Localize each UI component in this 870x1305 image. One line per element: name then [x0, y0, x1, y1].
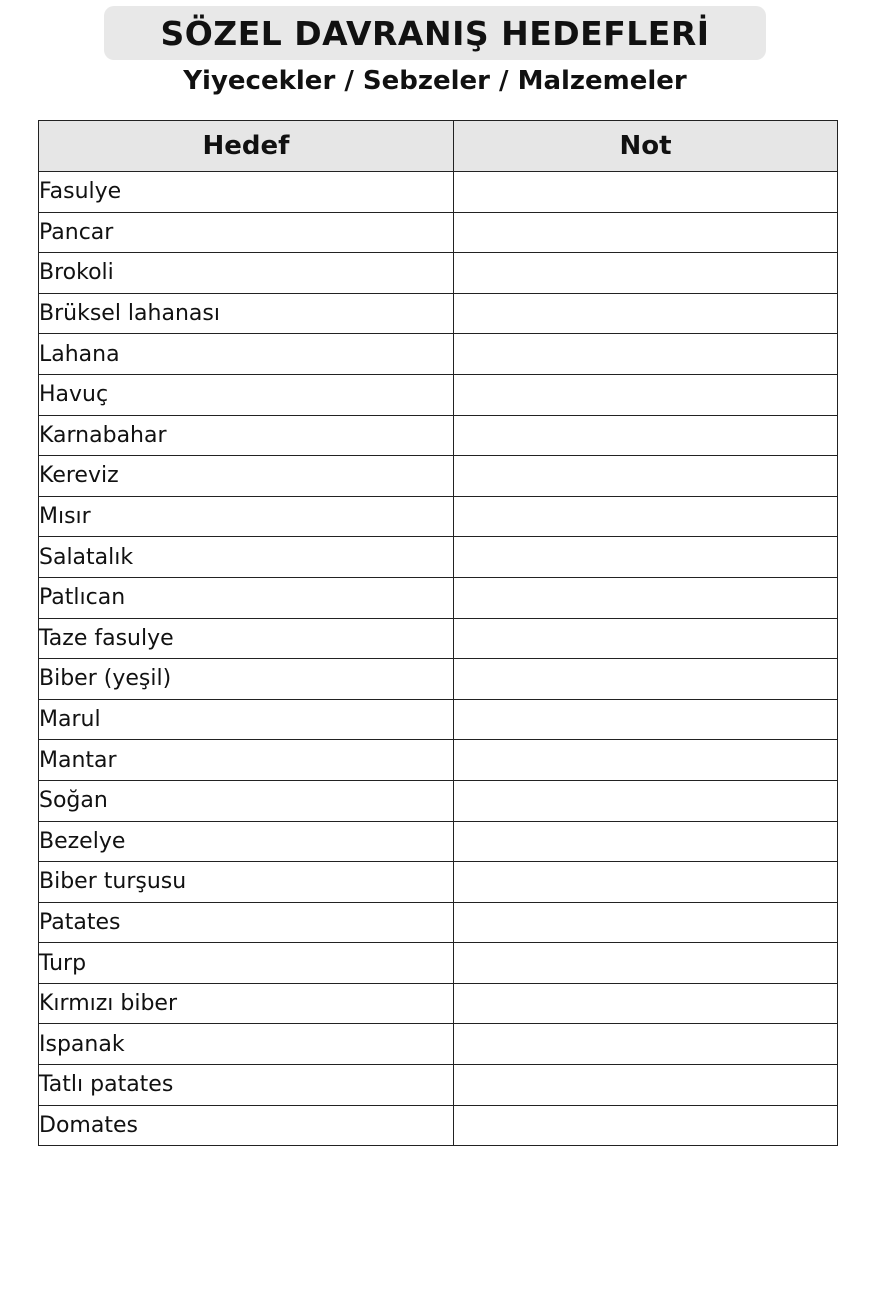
note-cell[interactable] — [454, 212, 838, 253]
table-row — [39, 456, 838, 497]
note-cell[interactable] — [454, 334, 838, 375]
target-cell: Patlıcan — [39, 577, 454, 618]
table-row — [39, 577, 838, 618]
target-cell: Lahana — [39, 334, 454, 375]
target-cell: Karnabahar — [39, 415, 454, 456]
note-cell[interactable] — [454, 983, 838, 1024]
note-cell[interactable] — [454, 577, 838, 618]
table-row — [39, 699, 838, 740]
target-cell: Mısır — [39, 496, 454, 537]
target-cell: Salatalık — [39, 537, 454, 578]
note-cell[interactable] — [454, 780, 838, 821]
target-cell: Brüksel lahanası — [39, 293, 454, 334]
table-body — [39, 172, 838, 1146]
note-cell[interactable] — [454, 862, 838, 903]
note-cell[interactable] — [454, 1024, 838, 1065]
table-row — [39, 293, 838, 334]
target-cell: Biber turşusu — [39, 862, 454, 903]
note-cell[interactable] — [454, 1105, 838, 1146]
title-banner — [104, 6, 766, 60]
table-row — [39, 496, 838, 537]
note-cell[interactable] — [454, 293, 838, 334]
table-row — [39, 862, 838, 903]
target-cell: Mantar — [39, 740, 454, 781]
table-row — [39, 740, 838, 781]
table-row — [39, 618, 838, 659]
target-cell: Domates — [39, 1105, 454, 1146]
table-row — [39, 374, 838, 415]
note-cell[interactable] — [454, 172, 838, 213]
note-cell[interactable] — [454, 659, 838, 700]
page-subtitle: Yiyecekler / Sebzeler / Malzemeler — [183, 66, 687, 96]
note-cell[interactable] — [454, 253, 838, 294]
table-row — [39, 172, 838, 213]
table-row — [39, 943, 838, 984]
note-cell[interactable] — [454, 618, 838, 659]
target-cell: Turp — [39, 943, 454, 984]
table-row — [39, 253, 838, 294]
target-cell: Biber (yeşil) — [39, 659, 454, 700]
note-cell[interactable] — [454, 821, 838, 862]
table-row — [39, 780, 838, 821]
note-cell[interactable] — [454, 456, 838, 497]
page-title: SÖZEL DAVRANIŞ HEDEFLERİ — [160, 13, 710, 53]
note-cell[interactable] — [454, 943, 838, 984]
table-row — [39, 334, 838, 375]
table-row — [39, 659, 838, 700]
column-header-target: Hedef — [39, 121, 454, 172]
table-row — [39, 983, 838, 1024]
target-cell: Kereviz — [39, 456, 454, 497]
target-cell: Havuç — [39, 374, 454, 415]
target-cell: Pancar — [39, 212, 454, 253]
target-cell: Brokoli — [39, 253, 454, 294]
note-cell[interactable] — [454, 902, 838, 943]
table-row — [39, 821, 838, 862]
target-cell: Taze fasulye — [39, 618, 454, 659]
target-cell: Ispanak — [39, 1024, 454, 1065]
target-cell: Patates — [39, 902, 454, 943]
note-cell[interactable] — [454, 1065, 838, 1106]
note-cell[interactable] — [454, 415, 838, 456]
target-cell: Tatlı patates — [39, 1065, 454, 1106]
target-cell: Marul — [39, 699, 454, 740]
target-cell: Fasulye — [39, 172, 454, 213]
target-cell: Kırmızı biber — [39, 983, 454, 1024]
target-cell: Bezelye — [39, 821, 454, 862]
note-cell[interactable] — [454, 374, 838, 415]
table-row — [39, 1024, 838, 1065]
table-row — [39, 537, 838, 578]
targets-table — [38, 120, 838, 1146]
table-row — [39, 902, 838, 943]
note-cell[interactable] — [454, 699, 838, 740]
table-row — [39, 212, 838, 253]
table-row — [39, 1065, 838, 1106]
column-header-note: Not — [454, 121, 838, 172]
table-row — [39, 415, 838, 456]
note-cell[interactable] — [454, 740, 838, 781]
note-cell[interactable] — [454, 537, 838, 578]
table-row — [39, 1105, 838, 1146]
note-cell[interactable] — [454, 496, 838, 537]
table-header-row — [39, 121, 838, 172]
target-cell: Soğan — [39, 780, 454, 821]
